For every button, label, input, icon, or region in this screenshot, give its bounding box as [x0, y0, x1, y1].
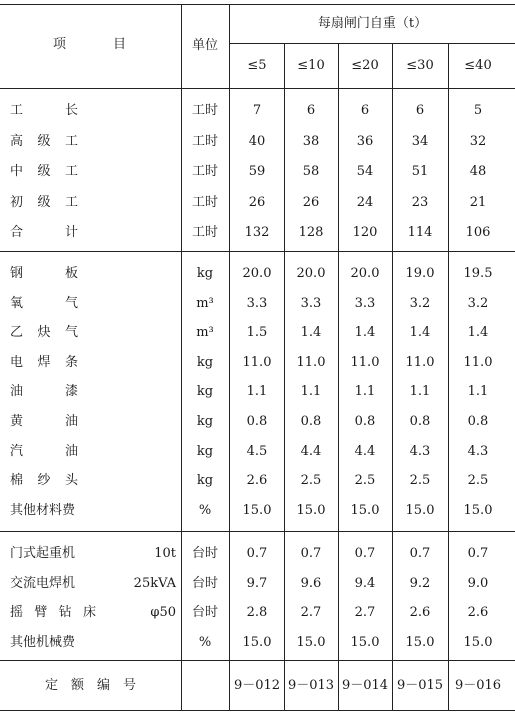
header-col-1: ≤5 [247, 58, 267, 73]
materials-row-name: 棉纱头 [10, 473, 78, 488]
machinery-row-value: 9.2 [409, 576, 431, 591]
section-divider-machinery [0, 660, 515, 661]
machinery-row-value: 2.8 [246, 605, 268, 620]
materials-row-unit: kg [196, 414, 214, 429]
materials-row-value: 3.2 [467, 296, 489, 311]
materials-row-name: 电焊条 [10, 355, 78, 370]
machinery-row-value: 15.0 [463, 635, 493, 650]
materials-row-value: 2.5 [409, 473, 431, 488]
materials-row-value: 20.0 [296, 266, 326, 281]
materials-row-value: 11.0 [405, 355, 435, 370]
materials-row-value: 2.5 [354, 473, 376, 488]
labor-row-value: 54 [356, 164, 374, 179]
header-col-5: ≤40 [464, 58, 492, 73]
materials-row-unit: % [198, 503, 212, 518]
machinery-row-value: 9.4 [354, 576, 376, 591]
machinery-row-value: 2.6 [409, 605, 431, 620]
labor-row-value: 32 [469, 134, 487, 149]
section-divider-materials [0, 531, 515, 532]
machinery-row-value: 0.7 [246, 546, 268, 561]
labor-row-unit: 工时 [191, 134, 218, 149]
materials-row-unit: kg [196, 384, 214, 399]
materials-row-value: 0.8 [300, 414, 322, 429]
header-group: 每扇闸门自重（t） [317, 16, 428, 31]
materials-row-unit: kg [196, 473, 214, 488]
footer-code-1: 9－012 [233, 678, 281, 693]
materials-row-unit: kg [196, 444, 214, 459]
materials-row-value: 19.0 [405, 266, 435, 281]
labor-row-value: 106 [465, 225, 491, 240]
machinery-row-unit: 台时 [191, 605, 218, 620]
labor-row-value: 24 [356, 195, 374, 210]
labor-row-value: 38 [302, 134, 320, 149]
machinery-row-value: 9.0 [467, 576, 489, 591]
labor-row-value: 6 [415, 103, 425, 118]
machine-spec: φ50 [150, 605, 176, 620]
materials-row-value: 11.0 [296, 355, 326, 370]
labor-row-value: 26 [302, 195, 320, 210]
materials-row-value: 15.0 [350, 503, 380, 518]
machine-spec: 10t [154, 546, 176, 561]
labor-row-value: 128 [298, 225, 324, 240]
materials-row-value: 4.4 [354, 444, 376, 459]
footer-label: 定 额 编 号 [44, 678, 136, 693]
materials-row-value: 4.3 [467, 444, 489, 459]
labor-row-value: 5 [473, 103, 483, 118]
labor-row-value: 59 [248, 164, 266, 179]
header-bottom-border [0, 88, 515, 89]
footer-code-5: 9－016 [454, 678, 502, 693]
footer-code-4: 9－015 [396, 678, 444, 693]
materials-row-value: 1.4 [300, 325, 322, 340]
labor-row-name: 工 长 [10, 103, 78, 118]
materials-row-unit: kg [196, 355, 214, 370]
labor-row-value: 7 [252, 103, 262, 118]
section-divider-labor [0, 251, 515, 252]
machine-spec: 25kVA [133, 576, 176, 591]
materials-row-value: 2.5 [467, 473, 489, 488]
group-header-divider [230, 43, 515, 44]
machinery-row-value: 2.7 [300, 605, 322, 620]
materials-row-name: 其他材料费 [10, 503, 76, 518]
materials-row-value: 1.1 [409, 384, 431, 399]
materials-row-value: 4.5 [246, 444, 268, 459]
materials-row-name: 乙炔气 [10, 325, 78, 340]
machinery-row-value: 15.0 [350, 635, 380, 650]
materials-row-value: 0.8 [467, 414, 489, 429]
materials-row-value: 4.3 [409, 444, 431, 459]
labor-row-value: 34 [411, 134, 429, 149]
machinery-row-name: 摇臂钻床 [10, 605, 96, 620]
labor-row-value: 21 [469, 195, 487, 210]
materials-row-value: 15.0 [296, 503, 326, 518]
machinery-row-value: 15.0 [405, 635, 435, 650]
materials-row-value: 15.0 [463, 503, 493, 518]
labor-row-value: 26 [248, 195, 266, 210]
header-col-4: ≤30 [406, 58, 434, 73]
labor-row-value: 36 [356, 134, 374, 149]
header-col-3: ≤20 [351, 58, 379, 73]
materials-row-value: 0.8 [354, 414, 376, 429]
machinery-row-unit: 台时 [191, 546, 218, 561]
header-item: 项 目 [52, 37, 128, 52]
labor-row-unit: 工时 [191, 164, 218, 179]
header-col-2: ≤10 [297, 58, 325, 73]
labor-row-value: 23 [411, 195, 429, 210]
materials-row-value: 2.5 [300, 473, 322, 488]
labor-row-name: 合 计 [10, 225, 78, 240]
machinery-row-value: 15.0 [296, 635, 326, 650]
labor-row-name: 高级工 [10, 134, 78, 149]
labor-row-value: 6 [306, 103, 316, 118]
labor-row-value: 40 [248, 134, 266, 149]
materials-row-value: 11.0 [350, 355, 380, 370]
machinery-row-value: 0.7 [300, 546, 322, 561]
materials-row-value: 11.0 [242, 355, 272, 370]
labor-row-name: 初级工 [10, 195, 78, 210]
machinery-row-value: 0.7 [409, 546, 431, 561]
materials-row-value: 1.1 [246, 384, 268, 399]
materials-row-value: 3.3 [300, 296, 322, 311]
materials-row-name: 黄 油 [10, 414, 78, 429]
labor-row-value: 114 [407, 225, 433, 240]
materials-row-unit: m³ [196, 325, 214, 340]
labor-row-value: 120 [352, 225, 378, 240]
machinery-row-unit: % [198, 635, 212, 650]
materials-row-value: 1.5 [246, 325, 268, 340]
materials-row-value: 11.0 [463, 355, 493, 370]
labor-row-value: 6 [360, 103, 370, 118]
materials-row-value: 20.0 [350, 266, 380, 281]
materials-row-value: 0.8 [409, 414, 431, 429]
materials-row-name: 氧 气 [10, 296, 78, 311]
machinery-row-value: 9.7 [246, 576, 268, 591]
footer-code-3: 9－014 [341, 678, 389, 693]
labor-row-value: 48 [469, 164, 487, 179]
materials-row-unit: kg [196, 266, 214, 281]
labor-row-value: 58 [302, 164, 320, 179]
materials-row-value: 1.1 [300, 384, 322, 399]
materials-row-value: 4.4 [300, 444, 322, 459]
materials-row-value: 19.5 [463, 266, 493, 281]
materials-row-value: 0.8 [246, 414, 268, 429]
machinery-row-value: 2.7 [354, 605, 376, 620]
materials-row-value: 3.3 [354, 296, 376, 311]
machinery-row-value: 15.0 [242, 635, 272, 650]
labor-row-unit: 工时 [191, 103, 218, 118]
table-bottom-border [0, 710, 515, 711]
materials-row-value: 20.0 [242, 266, 272, 281]
footer-code-2: 9－013 [287, 678, 335, 693]
materials-row-name: 钢 板 [10, 266, 78, 281]
materials-row-value: 1.1 [354, 384, 376, 399]
machinery-row-unit: 台时 [191, 576, 218, 591]
materials-row-value: 1.4 [354, 325, 376, 340]
materials-row-name: 油 漆 [10, 384, 78, 399]
labor-row-value: 132 [244, 225, 270, 240]
materials-row-value: 1.1 [467, 384, 489, 399]
labor-row-unit: 工时 [191, 195, 218, 210]
labor-row-value: 51 [411, 164, 429, 179]
machinery-row-value: 0.7 [467, 546, 489, 561]
materials-row-value: 15.0 [405, 503, 435, 518]
machinery-row-value: 9.6 [300, 576, 322, 591]
materials-row-value: 2.6 [246, 473, 268, 488]
labor-row-name: 中级工 [10, 164, 78, 179]
machinery-row-value: 2.6 [467, 605, 489, 620]
machinery-row-name: 门式起重机 [10, 546, 76, 561]
materials-row-value: 1.4 [467, 325, 489, 340]
materials-row-name: 汽 油 [10, 444, 78, 459]
machinery-row-name: 其他机械费 [10, 635, 76, 650]
materials-row-value: 3.3 [246, 296, 268, 311]
table-top-border [0, 4, 515, 5]
materials-row-value: 1.4 [409, 325, 431, 340]
materials-row-value: 15.0 [242, 503, 272, 518]
machinery-row-value: 0.7 [354, 546, 376, 561]
header-unit: 单位 [191, 38, 218, 53]
machinery-row-name: 交流电焊机 [10, 576, 76, 591]
materials-row-unit: m³ [196, 296, 214, 311]
materials-row-value: 3.2 [409, 296, 431, 311]
labor-row-unit: 工时 [191, 225, 218, 240]
